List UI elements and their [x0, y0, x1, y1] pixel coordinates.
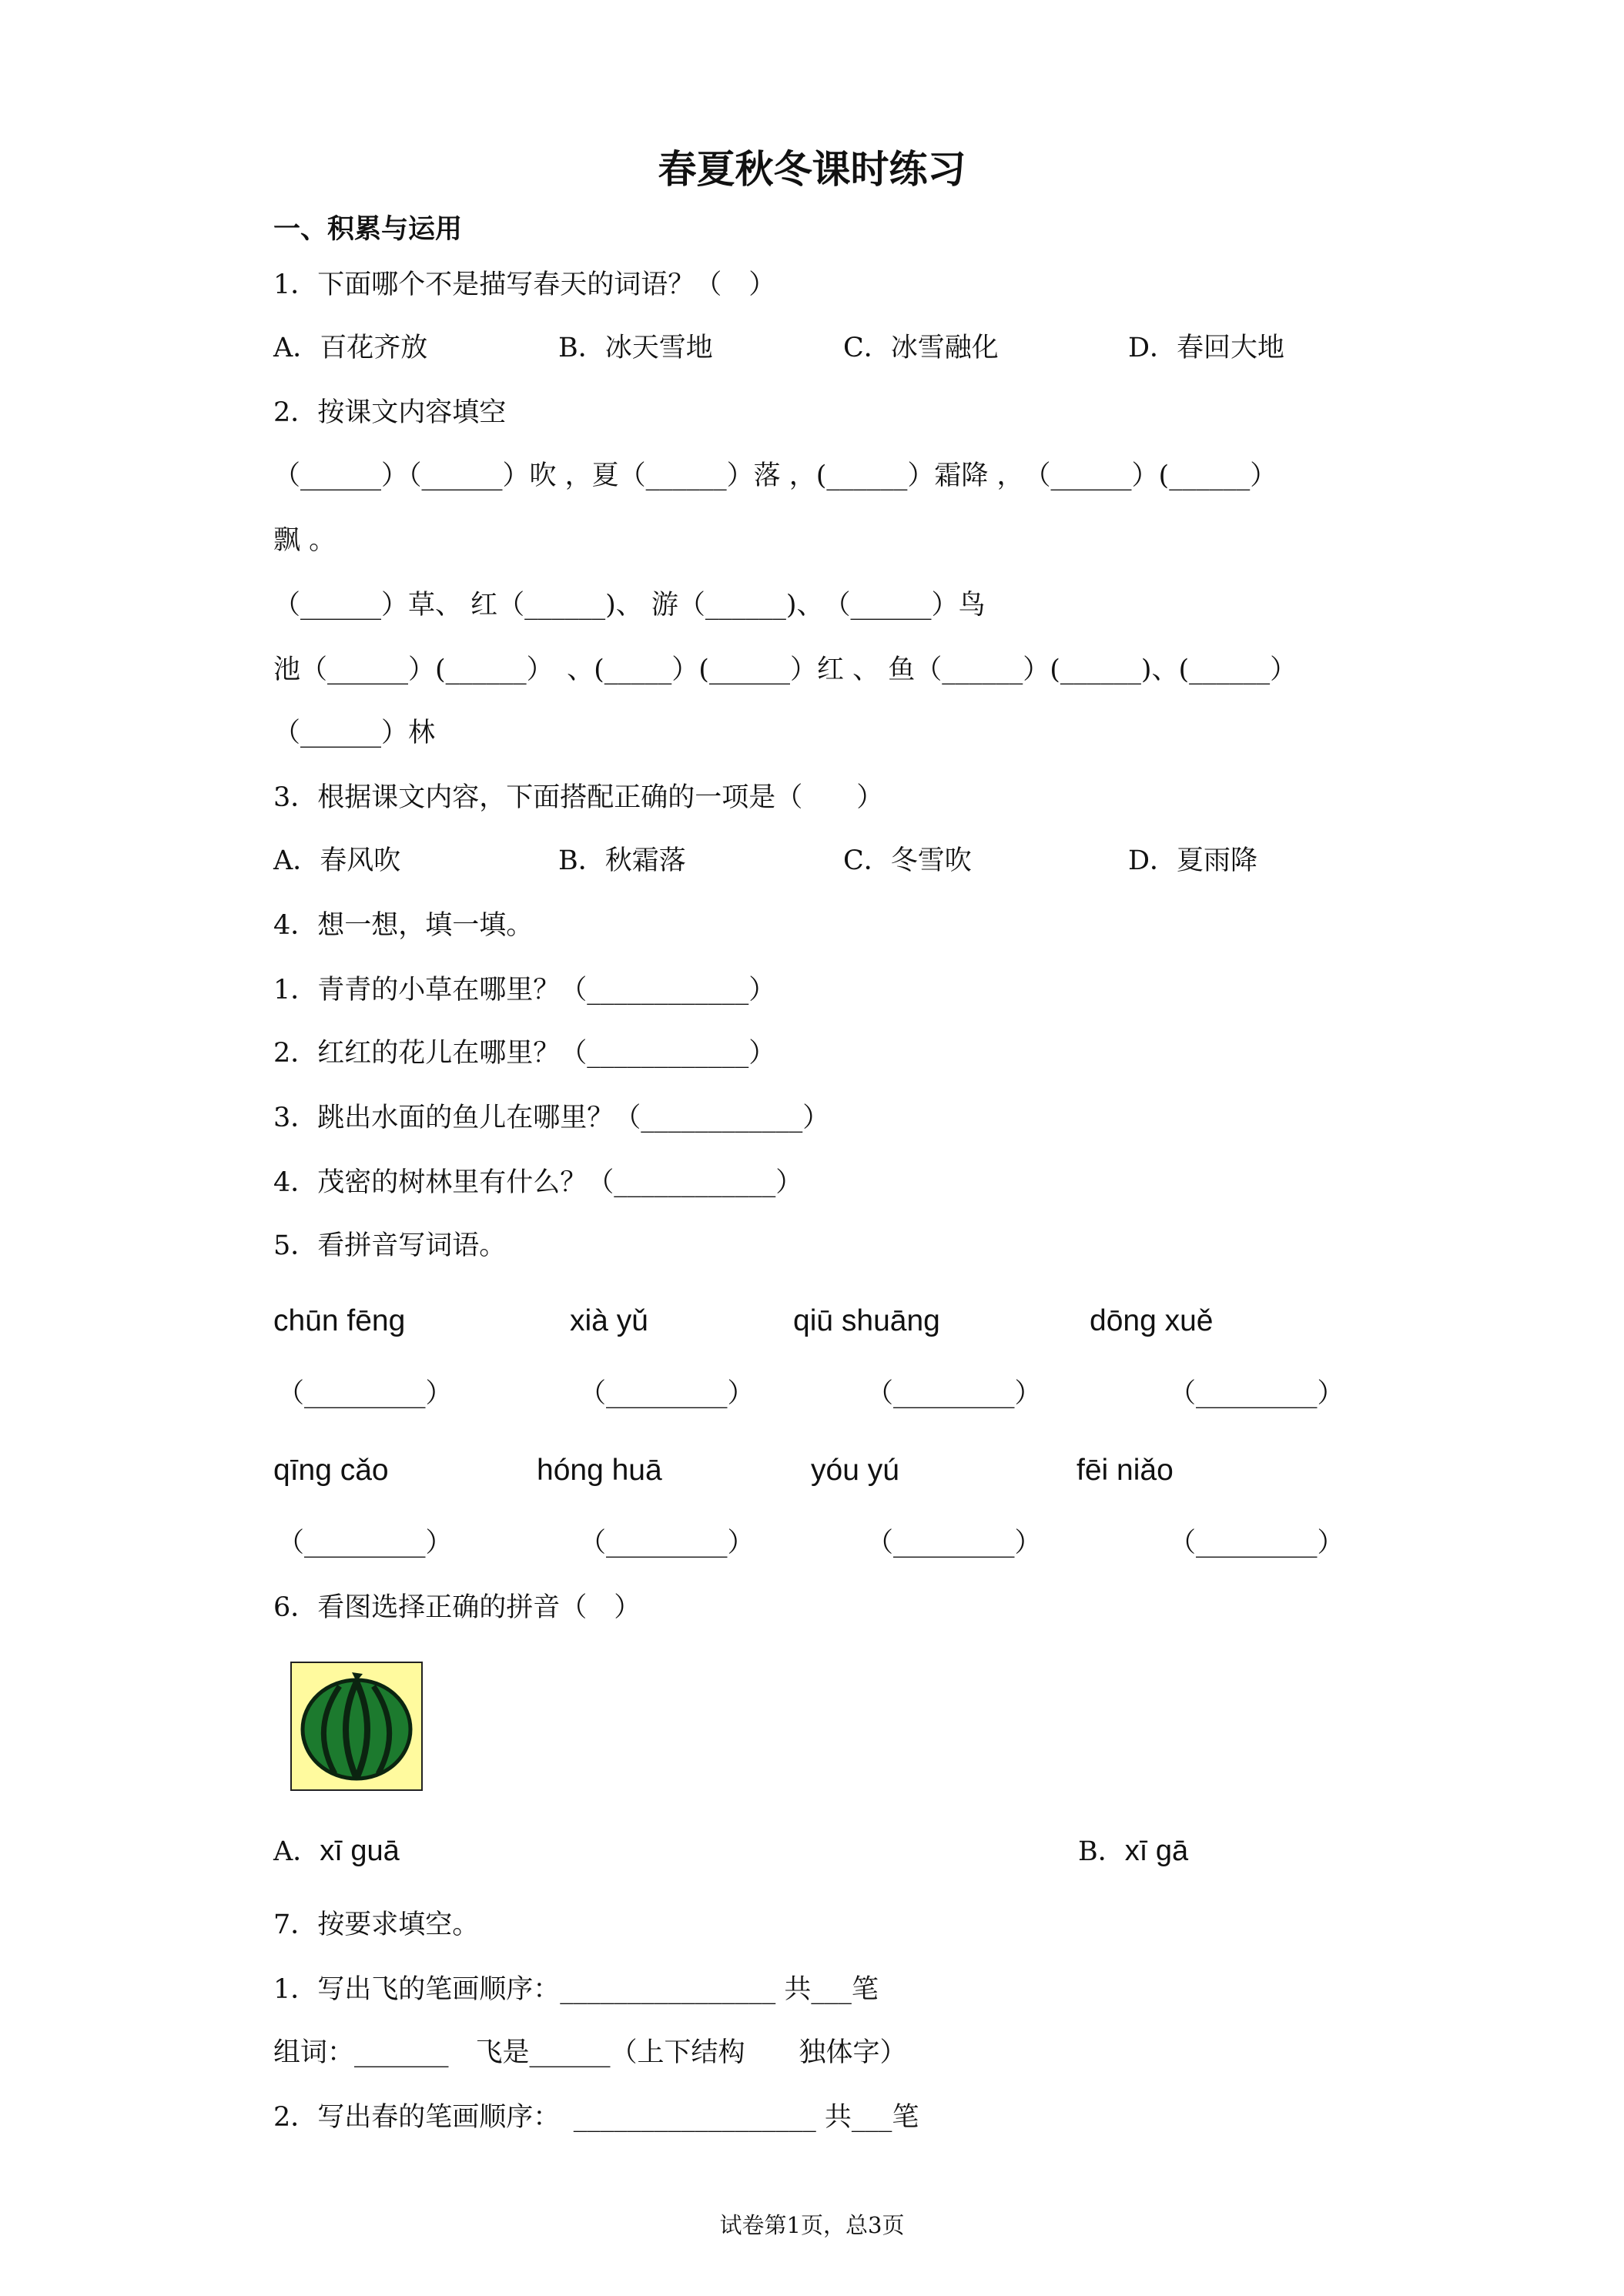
answer-blank[interactable]: （_________）	[866, 1528, 1042, 1558]
q1-options	[273, 328, 1351, 368]
q3-option-a[interactable]: A．春风吹	[273, 845, 401, 876]
q6-option-b[interactable]	[1078, 1831, 1188, 1871]
q4-item: 1．青青的小草在哪里？（____________）	[273, 975, 776, 1006]
option-label: A．	[273, 1836, 320, 1867]
watermelon-drawing	[292, 1663, 421, 1789]
answer-blank[interactable]: （_________）	[277, 1528, 453, 1558]
q2-fill-line: 池（______）(______） 、(_____）(______）红 、 鱼（______）(______)、(______）	[273, 654, 1298, 685]
watermelon-icon	[290, 1662, 423, 1791]
section-heading: 一、积累与运用	[273, 214, 463, 245]
pinyin-answer: xī guā	[320, 1835, 400, 1867]
q4-item: 4．茂密的树林里有什么？（____________）	[273, 1167, 803, 1198]
q2-fill-line: （______）林	[273, 718, 436, 748]
answer-blank[interactable]: （_________）	[866, 1378, 1042, 1409]
answer-blank[interactable]: （_________）	[579, 1378, 755, 1409]
q3-option-b[interactable]: B．秋霜落	[558, 845, 686, 876]
pinyin-label: qīng cǎo	[273, 1454, 389, 1487]
pinyin-answer: xī gā	[1124, 1835, 1189, 1867]
page-footer: 试卷第1页，总3页	[719, 2212, 905, 2238]
pinyin-label: qiū shuāng	[793, 1304, 940, 1337]
q7-line: 1．写出飞的笔画顺序：________________ 共___笔	[273, 1974, 879, 2005]
q3-options	[273, 841, 1351, 881]
q1-option-a[interactable]: A．百花齐放	[273, 333, 428, 363]
answer-blank[interactable]: （_________）	[1169, 1528, 1344, 1558]
q4-item: 3．跳出水面的鱼儿在哪里？（____________）	[273, 1103, 830, 1133]
q6-stem: 6．看图选择正确的拼音（ ）	[273, 1592, 641, 1623]
option-label: B．	[1078, 1836, 1125, 1867]
answer-blank[interactable]: （_________）	[1169, 1378, 1344, 1409]
q3-stem: 3．根据课文内容，下面搭配正确的一项是（ ）	[273, 782, 884, 813]
q4-stem: 4．想一想，填一填。	[273, 910, 534, 941]
q2-fill-line: （______）（______）吹 ，夏（______）落 ，(______）霜降 ， （______）(______）	[273, 460, 1277, 491]
q7-line: 组词：_______ 飞是______（上下结构 独体字）	[273, 2037, 907, 2068]
pinyin-label: xià yǔ	[570, 1304, 648, 1337]
q3-option-c[interactable]: C．冬雪吹	[843, 845, 972, 876]
q2-fill-line: 飘 。	[273, 525, 337, 556]
q7-line: 2．写出春的笔画顺序： __________________ 共___笔	[273, 2102, 919, 2133]
q2-stem: 2．按课文内容填空	[273, 397, 507, 428]
q1-option-b[interactable]: B．冰天雪地	[558, 333, 713, 363]
q1-option-c[interactable]: C．冰雪融化	[843, 333, 999, 363]
q6-option-a[interactable]	[273, 1831, 400, 1871]
answer-blank[interactable]: （_________）	[277, 1378, 453, 1409]
q3-option-d[interactable]: D．夏雨降	[1128, 845, 1258, 876]
page-title: 春夏秋冬课时练习	[658, 147, 966, 192]
q7-stem: 7．按要求填空。	[273, 1909, 480, 1940]
q1-stem: 1．下面哪个不是描写春天的词语？（ ）	[273, 269, 776, 300]
q5-stem: 5．看拼音写词语。	[273, 1230, 507, 1261]
q1-option-d[interactable]: D．春回大地	[1128, 333, 1285, 363]
answer-blank[interactable]: （_________）	[579, 1528, 755, 1558]
pinyin-label: yóu yú	[811, 1454, 899, 1487]
pinyin-label: fēi niǎo	[1077, 1454, 1174, 1487]
q2-fill-line: （______）草、 红（______)、 游（______)、 （______）鸟	[273, 590, 986, 621]
pinyin-label: hóng huā	[537, 1454, 662, 1487]
pinyin-label: dōng xuě	[1090, 1304, 1214, 1337]
pinyin-label: chūn fēng	[273, 1304, 406, 1337]
q4-item: 2．红红的花儿在哪里？（____________）	[273, 1038, 776, 1069]
